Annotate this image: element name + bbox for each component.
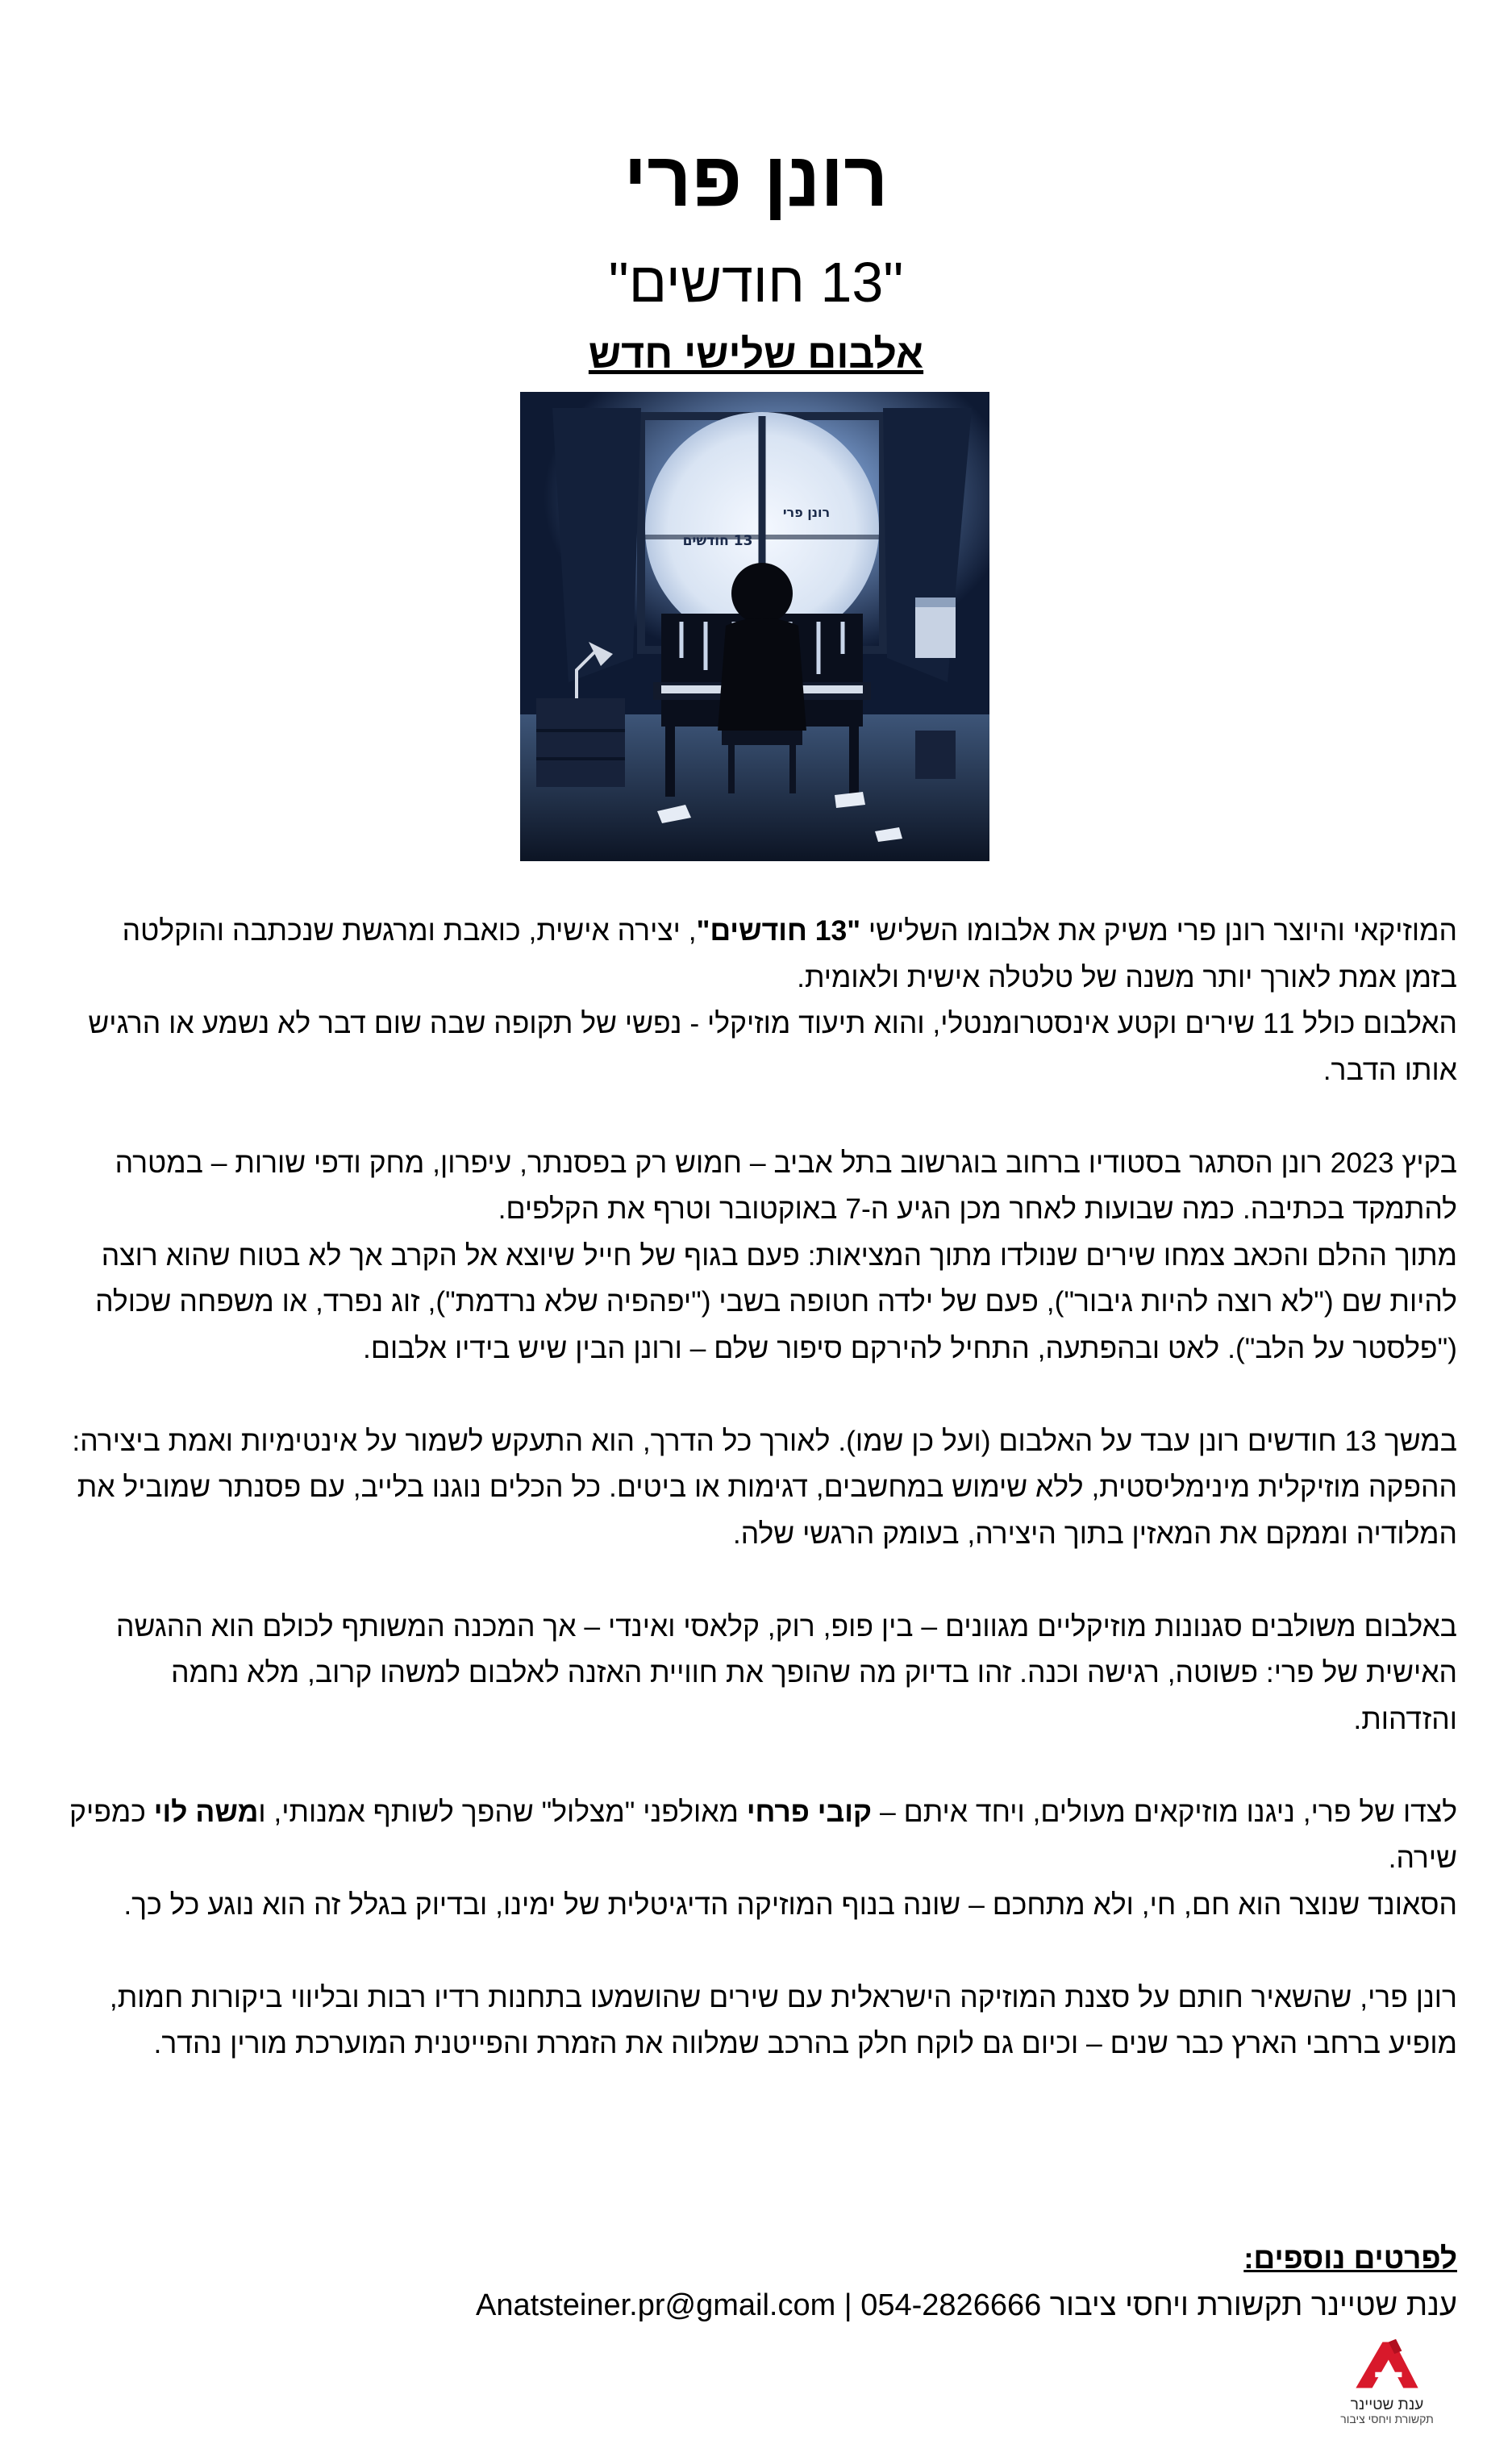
paragraph-bio: רונן פרי, שהשאיר חותם על סצנת המוזיקה הישראלית עם שירים שהושמעו בתחנות רדיו רבות ובליווי ביקורות חמות, מופיע ברחבי הארץ כבר שנים – וכיום גם לוקח חלק בהרכב שמלווה את הזמרת והפייטנית המוערכת מורין נהדר. (109, 1980, 1457, 2059)
logo-name: ענת שטיינר (1350, 2396, 1424, 2413)
logo-subtitle: תקשורת ויחסי ציבור (1340, 2412, 1434, 2425)
album-tagline: אלבום שלישי חדש (588, 331, 924, 377)
album-title: "13 חודשים" (608, 251, 904, 314)
moshe-levi-bold: משה לוי (153, 1795, 259, 1828)
press-release-body (65, 908, 1457, 2067)
artist-title: רונן פרי (623, 136, 889, 223)
anat-steiner-logo (1339, 2338, 1435, 2434)
logo-a-icon (1350, 2338, 1424, 2392)
paragraph-songs-origin: מתוך ההלם והכאב צמחו שירים שנולדו מתוך המציאות: פעם בגוף של חייל שיוצא אל הקרב אך לא בטוח שהוא רוצה להיות שם ("לא רוצה להיות גיבור"), פעם של ילדה חטופה בשבי ("יפהפיה שלא נרדמת"), זוג נפרד, או משפחה שכולה ("פלסטר על הלב"). לאט ובהפתעה, התחיל להירקם סיפור שלם – ורונן הבין שיש בידיו אלבום. (95, 1239, 1457, 1364)
cover-artist-text: רונן פרי (782, 505, 831, 520)
cover-album-text: 13 חודשים (682, 533, 753, 549)
kobi-farhi-bold: קובי פרחי (746, 1795, 873, 1828)
paragraph-tracks: האלבום כולל 11 שירים וקטע אינסטרומנטלי, והוא תיעוד מוזיקלי - נפשי של תקופה שבה שום דבר לא נשמע או הרגיש אותו הדבר. (88, 1007, 1457, 1086)
album-cover-image (520, 392, 989, 861)
paragraph-musicians: לצדו של פרי, ניגנו מוזיקאים מעולים, ויחד איתם – קובי פרחי מאולפני "מצלול" שהפך לשותף אמנותי, ומשה לוי כמפיק שירה. (69, 1795, 1457, 1874)
paragraph-sound: הסאונד שנוצר הוא חם, חי, ולא מתחכם – שונה בנוף המוזיקה הדיגיטלית של ימינו, ובדיוק בגלל זה הוא נוגע כל כך. (123, 1888, 1457, 1921)
contact-details: ענת שטיינר תקשורת ויחסי ציבור 054-2826666 | Anatsteiner.pr@gmail.com (476, 2288, 1457, 2322)
paragraph-styles: באלבום משולבים סגנונות מוזיקליים מגוונים – בין פופ, רוק, קלאסי ואינדי – אך המכנה המשותף לכולם הוא ההגשה האישית של פרי: פשוטה, רגישה וכנה. זהו בדיוק מה שהופך את חוויית האזנה לאלבום למשהו קרוב, מלא נחמה והזדהות. (115, 1609, 1457, 1735)
paragraph-intro: המוזיקאי והיוצר רונן פרי משיק את אלבומו השלישי "13 חודשים", יצירה אישית, כואבת ומרגשת שנכתבה והוקלטה בזמן אמת לאורך יותר משנה של טלטלה אישית ולאומית. (122, 914, 1457, 993)
paragraph-production: במשך 13 חודשים רונן עבד על האלבום (ועל כן שמו). לאורך כל הדרך, הוא התעקש לשמור על אינטימיות ואמת ביצירה: ההפקה מוזיקלית מינימליסטית, ללא שימוש במחשבים, דגימות או ביטים. כל הכלים נוגנו בלייב, עם פסנתר שמוביל את המלודיה וממקם את המאזין בתוך היצירה, בעומק הרגשי שלה. (72, 1424, 1457, 1550)
album-name-bold: "13 חודשים" (696, 914, 861, 947)
contact-heading: לפרטים נוספים: (1243, 2242, 1457, 2275)
paragraph-summer-2023: בקיץ 2023 רונן הסתגר בסטודיו ברחוב בוגרשוב בתל אביב – חמוש רק בפסנתר, עיפרון, מחק ודפי שורות – במטרה להתמקד בכתיבה. כמה שבועות לאחר מכן הגיע ה-7 באוקטובר וטרף את הקלפים. (115, 1146, 1457, 1225)
